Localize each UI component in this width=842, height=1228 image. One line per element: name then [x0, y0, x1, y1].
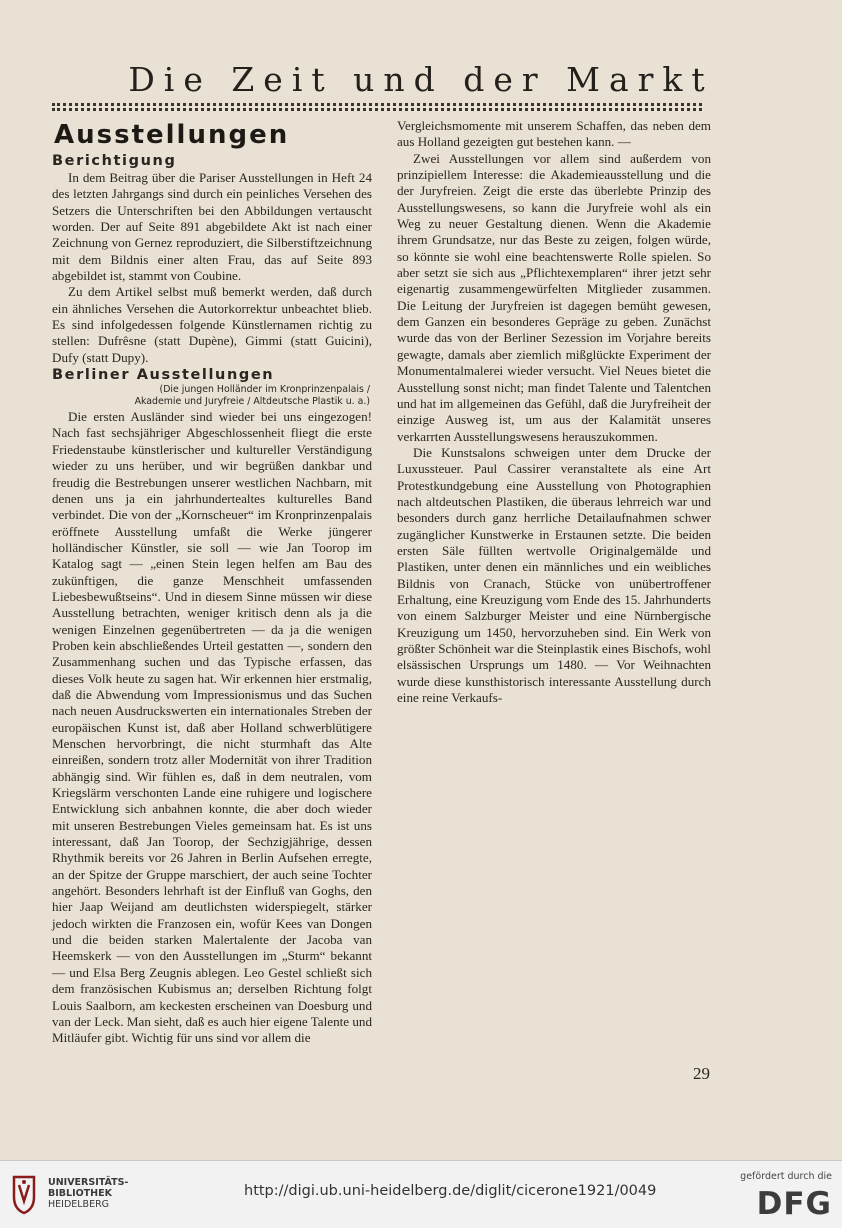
dotted-rule-top — [52, 103, 702, 106]
text-column-left — [52, 118, 372, 1047]
library-name-line-2: BIBLIOTHEK — [48, 1188, 112, 1199]
library-name-line-1: UNIVERSITÄTS- — [48, 1177, 129, 1188]
berliner-paragraph-1-continued: Vergleichsmomente mit unserem Schaffen, das neben dem aus Holland gezeigten gut bestehen kann. — — [397, 118, 711, 150]
dotted-rule-bottom — [52, 108, 702, 111]
dfg-logo: DFG — [756, 1186, 832, 1222]
berliner-subtitle — [52, 384, 370, 407]
university-seal-icon — [8, 1173, 40, 1215]
berliner-paragraph-3: Die Kunstsalons schweigen unter dem Drucke der Luxussteuer. Paul Cassirer veranstaltete als eine Art Protestkundgebung eine Ausstellung von Photographien nach altdeutschen Plastiken, die überaus lehrreich war und besonders durch ganz herrliche Detailaufnahmen schwer zugänglicher Kunstwerke in Erstaunen setzte. Die beiden ersten Säle füllten wertvolle Originalgemälde und Plastiken, unter denen ein männliches und ein weibliches Bildnis von Cranach, Stücke von unübertroffener Erhaltung, eine Kreuzigung vom Ende des 15. Jahrhunderts von einem Salzburger Meister und eine Nürnbergische Kreuzigung um 1450, hervorzuheben sind. Ein Werk von größter Schönheit war die Steinplastik eines Bischofs, wohl elsässischen Ursprungs um 1480. — Vor Weihnachten wurde diese kunsthistorisch interessante Ausstellung durch eine reine Verkaufs- — [397, 444, 711, 706]
funded-by-label: gefördert durch die — [740, 1171, 832, 1182]
berichtigung-title: Berichtigung — [52, 153, 177, 169]
berichtigung-paragraph-1: In dem Beitrag über die Pariser Ausstellungen in Heft 24 des letzten Jahrgangs sind durch ein peinliches Versehen des Setzers die Unterschriften bei den Abbildungen vertauscht worden. Der auf Seite 891 abgebildete Akt ist nach einer Zeichnung von Gernez reproduziert, die Silberstiftzeichnung mit dem Bildnis einer alten Frau, das auf Seite 893 abgebildet ist, stammt von Coubine. — [52, 170, 372, 284]
berliner-title: Berliner Ausstellungen — [52, 367, 275, 384]
section-title: Ausstellungen — [54, 120, 290, 150]
berliner-subtitle-line-2: Akademie und Juryfreie / Altdeutsche Plastik u. a.) — [134, 395, 370, 407]
viewer-footer — [0, 1160, 842, 1228]
berliner-subtitle-line-1: (Die jungen Holländer im Kronprinzenpalais / — [159, 384, 370, 396]
library-name — [48, 1177, 128, 1210]
text-column-right — [397, 118, 711, 706]
berichtigung-paragraph-2: Zu dem Artikel selbst muß bemerkt werden, daß durch ein ähnliches Versehen die Autorkorrektur unbeachtet blieb. Es sind infolgedessen folgende Künstlernamen richtig zu stellen: Dufrêsne (statt Dupène), Gimmi (statt Guicini), Dufy (statt Dupy). — [52, 284, 372, 365]
permalink-url[interactable]: http://digi.ub.uni-heidelberg.de/diglit/cicerone1921/0049 — [244, 1183, 657, 1199]
running-title: Die Zeit und der Markt — [128, 60, 714, 99]
berliner-paragraph-1: Die ersten Ausländer sind wieder bei uns eingezogen! Nach fast sechsjähriger Abgeschlossenheit fliegt die erste Friedenstaube künstlerischer und kultureller Verständigung wieder zu uns herüber, und wir begrüßen dankbar und freudig die Bestrebungen unserer westlichen Nachbarn, mit denen uns ja ein jahrhundertealtes kulturelles Band verbindet. Die von der „Kornscheuer“ im Kronprinzenpalais eröffnete Ausstellung umfaßt die Werke jüngerer holländischer Künstler, sie soll — wie Jan Toorop im Katalog sagt — „einen Stein legen helfen am Bau des zukünftigen, die ganze Menschheit umfassenden Liebesbewußtseins“. Und in diesem Sinne müssen wir diese Ausstellung betrachten, weniger kritisch denn als ja die wenigen Einzelnen gegenübertreten — da ja die wenigen Proben kein abschließendes Urteil gestatten —, sondern den Zusammenhang suchen und das Typische erfassen, das dieses Volk heute zu sagen hat. Wir erkennen hier erstmalig, daß die Abwendung vom Impressionismus und das Suchen nach neuen Ausdruckswerten ein internationales Streben der europäischen Kunst ist, daß aber Holland schwerblütigere Menschen hervorbringt, die nicht sturmhaft das Alte einreißen, sondern trotz aller Modernität von ihrer Tradition abhängig sind. Wir fühlen es, daß in dem neutralen, vom Kriegslärm verschonten Lande eine ruhigere und logischere Entwicklung sich anbahnen konnte, die aber doch wieder mit unseren Bestrebungen Vieles gemeinsam hat. Es ist uns interessant, daß Jan Toorop, der Sechzigjährige, dessen Rhythmik bereits vor 26 Jahren in Berlin Aufsehen erregte, an der Spitze der Gruppe marschiert, der auch seine Tochter angehört. Besonders lehrhaft ist der Einfluß van Goghs, den hier Jaap Weijand am deutlichsten widerspiegelt, stärker jedoch wirkten die Franzosen ein, wofür Kees van Dongen und die beiden starken Malertalente der Jacoba van Heemskerk — von den Ausstellungen im „Sturm“ bekannt — und Elsa Berg Zeugnis ablegen. Leo Gestel schließt sich dem französischen Kubismus an; derselben Richtung folgt Louis Saalborn, am keckesten erscheinen van Doesburg und van der Leck. Man sieht, daß es auch hier eigene Talente und Mitläufer gibt. Wichtig für uns sind vor allem die — [52, 409, 372, 1046]
berliner-paragraph-2: Zwei Ausstellungen vor allem sind außerdem von prinzipiellem Interesse: die Akademieausstellung und die der Juryfreien. Zeigt die erste das überlebte Prinzip des Ausstellungswesens, so kann die Juryfreie wohl als ein Weg zu neuer Gestaltung dienen. Wenn die Akademie ihrem Grundsatze, nur das Beste zu zeigen, folgen würde, so könnte sie wohl eine beachtenswerte Rolle spielen. So aber setzt sie sich aus „Pflichtexemplaren“ ihrer jetzt sehr eigenartig zusammengewürfelten Mitglieder zusammen. Die Leitung der Juryfreien ist dagegen bemüht gewesen, dem Ganzen ein besonderes Gepräge zu geben. Zunächst wurde das von der Berliner Sezession im Vorjahre bereits gewagte, damals aber ziemlich mißglückte Experiment der Monumentalmalerei wieder versucht. Viel Neues bietet die Ausstellung sonst nicht; man findet Talente und Talentchen und hat im allgemeinen das Gefühl, daß die Juryfreiheit der einzige Ausweg ist, um aus der Kalamität unseres verkarrten Ausstellungswesens herauszukommen. — [397, 150, 711, 444]
library-name-line-3: HEIDELBERG — [48, 1199, 110, 1210]
page-number: 29 — [693, 1064, 710, 1083]
